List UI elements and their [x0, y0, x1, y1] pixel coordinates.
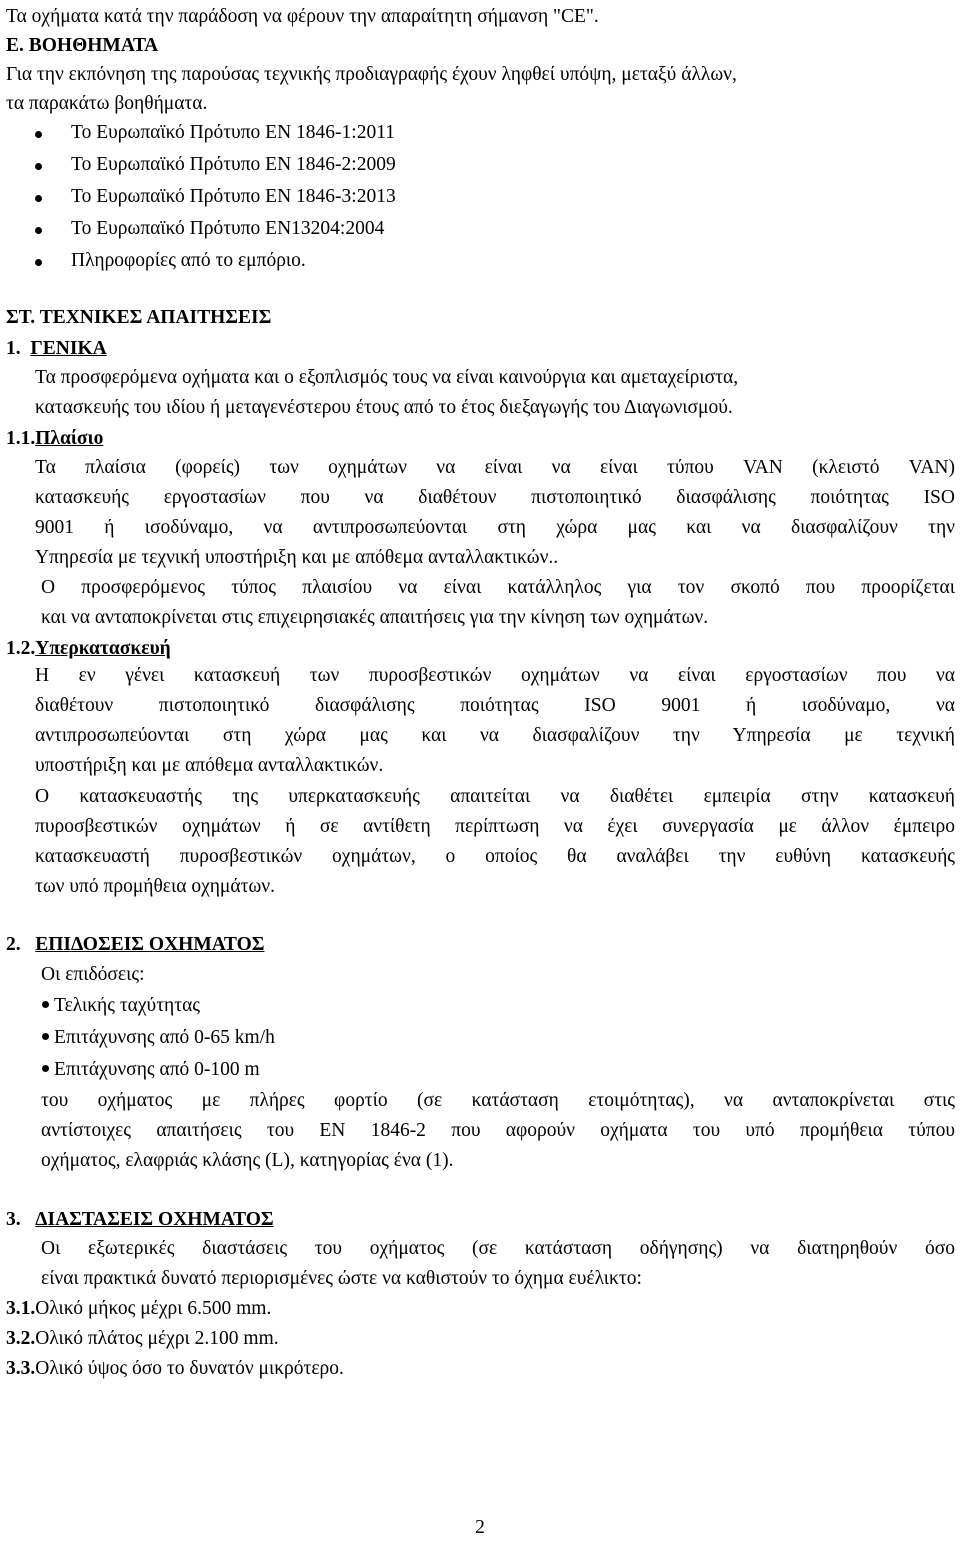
subsection-title: ΕΠΙΔΟΣΕΙΣ ΟΧΗΜΑΤΟΣ	[35, 934, 265, 955]
paragraph-line: Τα πλαίσια (φορείς) των οχημάτων να είναι να είναι τύπου VAN (κλειστό VAN)	[35, 457, 955, 478]
list-item: Το Ευρωπαϊκό Πρότυπο ΕΝ 1846-3:2013	[71, 186, 396, 207]
subsection-2-heading	[6, 930, 265, 960]
subsection-title: ΓΕΝΙΚΑ	[30, 338, 107, 359]
dimension-text: Ολικό ύψος όσο το δυνατόν μικρότερο.	[35, 1358, 344, 1379]
subsection-1-text-2: κατασκευής του ιδίου ή μεταγενέστερου έτους από το έτος διεξαγωγής του Διαγωνισμού.	[35, 397, 733, 418]
paragraph-line: πυροσβεστικών οχημάτων ή σε αντίθετη περίπτωση να έχει συνεργασία με άλλον έμπειρο	[35, 816, 955, 837]
subsection-number: 1.2.	[6, 638, 36, 659]
bullet-icon	[35, 163, 42, 170]
subsection-1-1-heading	[6, 424, 103, 454]
dimension-text: Ολικό μήκος μέχρι 6.500 mm.	[35, 1298, 272, 1319]
page-number: 2	[475, 1517, 485, 1538]
paragraph-line: αντίστοιχες απαιτήσεις του ΕΝ 1846-2 που αφορούν οχήματα του υπό προμήθεια τύπου	[41, 1120, 955, 1141]
paragraph-line: Ο κατασκευαστής της υπερκατασκευής απαιτείται να διαθέτει εμπειρία στην κατασκευή	[35, 786, 955, 807]
paragraph-line: του οχήματος με πλήρες φορτίο (σε κατάσταση ετοιμότητας), να ανταποκρίνεται στις	[41, 1090, 955, 1111]
paragraph-line: Η εν γένει κατασκευή των πυροσβεστικών οχημάτων να είναι εργοστασίων που να	[35, 665, 955, 686]
paragraph-line: αντιπροσωπεύονται στη χώρα μας και να διασφαλίζουν την Υπηρεσία με τεχνική	[35, 725, 955, 746]
bullet-icon	[35, 259, 42, 266]
performance-intro: Οι επιδόσεις:	[41, 964, 145, 985]
list-item: Πληροφορίες από το εμπόριο.	[71, 250, 306, 271]
paragraph-line: Οι εξωτερικές διαστάσεις του οχήματος (σε κατάσταση οδήγησης) να διατηρηθούν όσο	[41, 1238, 955, 1259]
subsection-1-heading	[6, 334, 107, 364]
subsection-1-2-heading	[6, 634, 171, 664]
dimension-item	[6, 1354, 344, 1384]
section-e-text-1: Για την εκπόνηση της παρούσας τεχνικής προδιαγραφής έχουν ληφθεί υπόψη, μεταξύ άλλων,	[6, 64, 737, 85]
subsection-1-text-1: Τα προσφερόμενα οχήματα και ο εξοπλισμός τους να είναι καινούργια και αμεταχείριστα,	[35, 367, 739, 388]
list-item: Το Ευρωπαϊκό Πρότυπο ΕΝ 1846-2:2009	[71, 154, 396, 175]
section-st-heading: ΣΤ. ΤΕΧΝΙΚΕΣ ΑΠΑΙΤΗΣΕΙΣ	[6, 307, 272, 328]
paragraph-line: Υπηρεσία με τεχνική υποστήριξη και με απόθεμα ανταλλακτικών..	[35, 547, 559, 568]
bullet-icon	[35, 227, 42, 234]
paragraph-line: οχήματος, ελαφριάς κλάσης (L), κατηγορίας ένα (1).	[41, 1150, 454, 1171]
subsection-number: 3.	[6, 1209, 21, 1230]
subsection-number: 2.	[6, 934, 21, 955]
bullet-icon	[35, 195, 42, 202]
paragraph-line: Ο προσφερόμενος τύπος πλαισίου να είναι κατάλληλος για τον σκοπό που προορίζεται	[41, 577, 955, 598]
bullet-icon	[42, 1065, 49, 1072]
section-e-text-2: τα παρακάτω βοηθήματα.	[6, 93, 208, 114]
paragraph-line: υποστήριξη και με απόθεμα ανταλλακτικών.	[35, 755, 384, 776]
section-e-heading: Ε. ΒΟΗΘΗΜΑΤΑ	[6, 35, 159, 56]
subsection-title: Υπερκατασκευή	[35, 638, 171, 659]
list-item: Τελικής ταχύτητας	[54, 995, 201, 1016]
dimension-number: 3.1.	[6, 1298, 36, 1319]
intro-text: Τα οχήματα κατά την παράδοση να φέρουν την απαραίτητη σήμανση "CE".	[6, 6, 599, 27]
dimension-number: 3.3.	[6, 1358, 36, 1379]
paragraph-line: των υπό προμήθεια οχημάτων.	[35, 876, 275, 897]
dimension-number: 3.2.	[6, 1328, 36, 1349]
paragraph-line: κατασκευής εργοστασίων που να διαθέτουν πιστοποιητικό διασφάλισης ποιότητας ISO	[35, 487, 955, 508]
bullet-icon	[42, 1033, 49, 1040]
subsection-3-heading	[6, 1205, 274, 1235]
dimension-item	[6, 1294, 271, 1324]
dimension-text: Ολικό πλάτος μέχρι 2.100 mm.	[35, 1328, 279, 1349]
paragraph-line: κατασκευαστή πυροσβεστικών οχημάτων, ο οποίος θα αναλάβει την ευθύνη κατασκευής	[35, 846, 955, 867]
paragraph-line: και να ανταποκρίνεται στις επιχειρησιακές απαιτήσεις για την κίνηση των οχημάτων.	[41, 607, 709, 628]
subsection-title: ΔΙΑΣΤΑΣΕΙΣ ΟΧΗΜΑΤΟΣ	[35, 1209, 274, 1230]
bullet-icon	[42, 1001, 49, 1008]
list-item: Το Ευρωπαϊκό Πρότυπο ΕΝ13204:2004	[71, 218, 385, 239]
bullet-icon	[35, 131, 42, 138]
paragraph-line: 9001 ή ισοδύναμο, να αντιπροσωπεύονται στη χώρα μας και να διασφαλίζουν την	[35, 517, 955, 538]
paragraph-line: διαθέτουν πιστοποιητικό διασφάλισης ποιότητας ISO 9001 ή ισοδύναμο, να	[35, 695, 955, 716]
subsection-number: 1.1.	[6, 428, 36, 449]
list-item: Επιτάχυνσης από 0-100 m	[54, 1059, 260, 1080]
subsection-number: 1.	[6, 338, 21, 359]
paragraph-line: είναι πρακτικά δυνατό περιορισμένες ώστε να καθιστούν το όχημα ευέλικτο:	[41, 1268, 642, 1289]
subsection-title: Πλαίσιο	[35, 428, 104, 449]
list-item: Επιτάχυνσης από 0-65 km/h	[54, 1027, 275, 1048]
dimension-item	[6, 1324, 279, 1354]
list-item: Το Ευρωπαϊκό Πρότυπο ΕΝ 1846-1:2011	[71, 122, 395, 143]
